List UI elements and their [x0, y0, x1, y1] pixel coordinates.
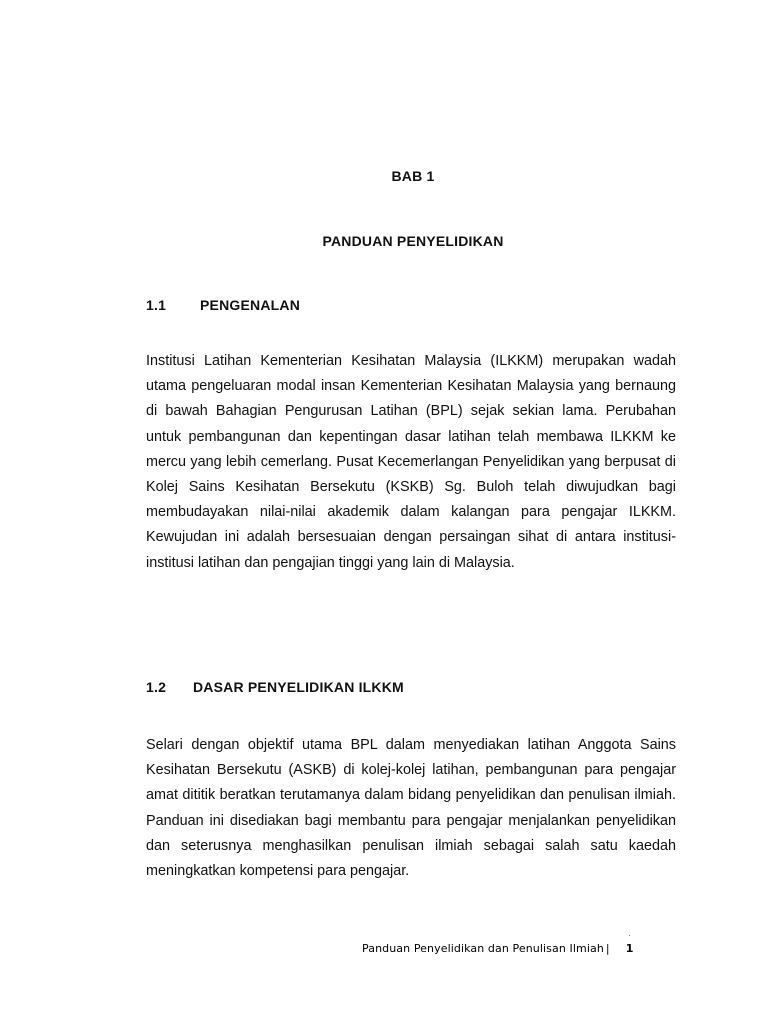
- section-heading-1-2: [146, 679, 404, 695]
- page-number: 1: [625, 942, 634, 955]
- section-paragraph-1-2: Selari dengan objektif utama BPL dalam menyediakan latihan Anggota Sains Kesihatan Bersekutu (ASKB) di kolej-kolej latihan, pembangunan para pengajar amat dititik beratkan terutamanya dalam bidang penyelidikan dan penulisan ilmiah. Panduan ini disediakan bagi membantu para pengajar menjalankan penyelidikan dan seterusnya menghasilkan penulisan ilmiah sebagai salah satu kaedah meningkatkan kompetensi para pengajar.: [146, 737, 676, 880]
- section-title: DASAR PENYELIDIKAN ILKKM: [193, 679, 404, 695]
- footer-separator: |: [605, 942, 610, 955]
- page-footer: [362, 942, 633, 955]
- section-title: PENGENALAN: [200, 297, 301, 313]
- footer-text: Panduan Penyelidikan dan Penulisan Ilmiah: [362, 942, 604, 955]
- section-number: 1.2: [146, 679, 167, 695]
- section-heading-1-1: [146, 297, 300, 313]
- section-number: 1.1: [146, 297, 167, 313]
- page-title: PANDUAN PENYELIDIKAN: [322, 233, 504, 249]
- chapter-label: BAB 1: [391, 168, 435, 184]
- footer-mark: [629, 935, 630, 936]
- section-paragraph-1-1: Institusi Latihan Kementerian Kesihatan Malaysia (ILKKM) merupakan wadah utama pengeluaran modal insan Kementerian Kesihatan Malaysia yang bernaung di bawah Bahagian Pengurusan Latihan (BPL) sejak sekian lama. Perubahan untuk pembangunan dan kepentingan dasar latihan telah membawa ILKKM ke mercu yang lebih cemerlang. Pusat Kecemerlangan Penyelidikan yang berpusat di Kolej Sains Kesihatan Bersekutu (KSKB) Sg. Buloh telah diwujudkan bagi membudayakan nilai-nilai akademik dalam kalangan para pengajar ILKKM. Kewujudan ini adalah bersesuaian dengan persaingan sihat di antara institusi-institusi latihan dan pengajian tinggi yang lain di Malaysia.: [146, 353, 676, 571]
